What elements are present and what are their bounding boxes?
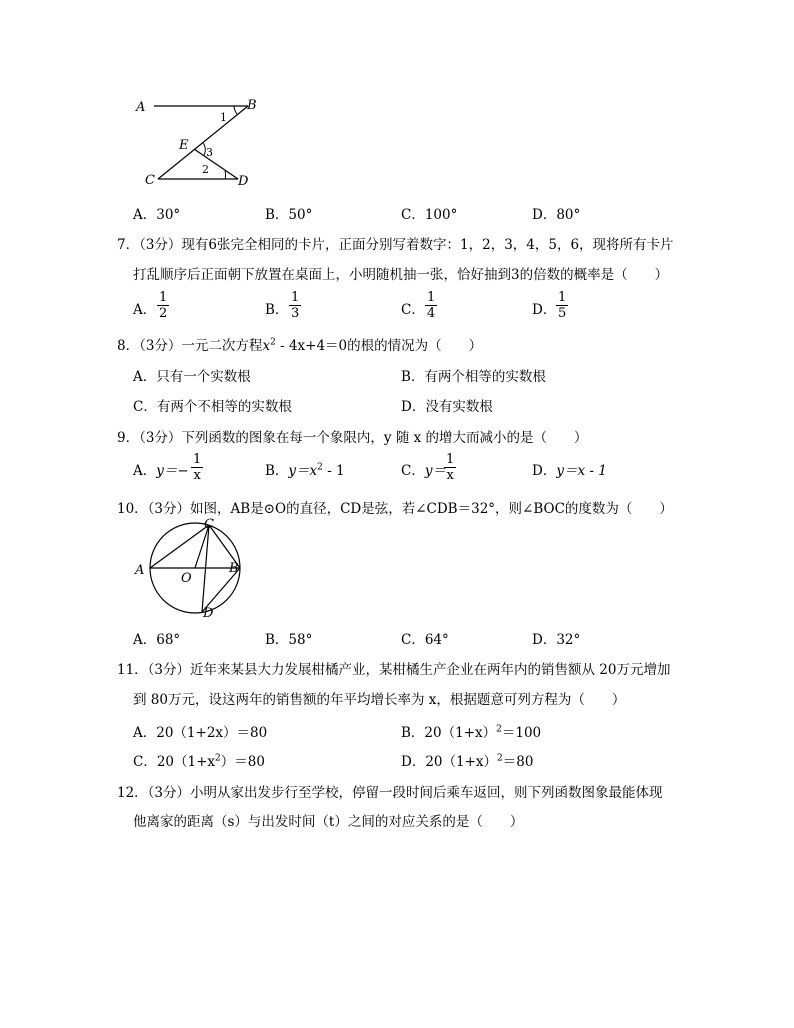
q7-option-d-fraction	[556, 290, 568, 321]
q10-stem: 10．（3分）如图，AB是⊙O的直径，CD是弦，若∠CDB＝32°，则∠BOC的度数为（ ）	[117, 501, 673, 517]
angle-3-arc	[203, 143, 205, 155]
q11-option-b-exponent: 2	[496, 724, 502, 735]
q11-option-d-pre: D．20（1+x）	[401, 754, 498, 770]
q6-option-a: A．30°	[133, 207, 181, 223]
q10-option-d: D．32°	[532, 632, 581, 648]
q7-option-b-fraction	[289, 290, 301, 321]
label-angle-3: 3	[206, 146, 213, 159]
circle-figure-q10	[130, 514, 250, 622]
q6-option-c: C．100°	[401, 207, 458, 223]
label-angle-1: 1	[220, 111, 227, 124]
q9-option-b-label: B．	[265, 463, 289, 479]
q11-option-c-pre: C．20（1+x	[133, 754, 216, 770]
denominator: 2	[159, 306, 168, 321]
numerator: 1	[159, 290, 168, 305]
q9-option-a	[133, 459, 189, 479]
q7-option-c-fraction	[425, 290, 437, 321]
chord-ac	[150, 525, 209, 568]
q8-eq-exponent: 2	[270, 337, 276, 348]
q8-stem	[117, 334, 482, 354]
q10-option-b: B．58°	[265, 632, 313, 648]
denominator: x	[446, 468, 454, 483]
q10-option-c: C．64°	[401, 632, 449, 648]
q11-line-1: 11．（3分）近年来某县大力发展柑橘产业，某柑橘生产企业在两年内的销售额从 20万元增加	[117, 662, 671, 678]
q9-option-d	[532, 459, 607, 479]
q11-option-a: A．20（1+2x）＝80	[133, 725, 268, 741]
label-angle-2: 2	[202, 163, 209, 176]
angle-figure-q6	[130, 92, 260, 192]
angle-2-arc	[225, 171, 226, 179]
q7-option-c-label: C．	[401, 302, 425, 318]
q9-option-a-fraction	[191, 452, 203, 483]
q11-line-2: 到 80万元，设这两年的销售额的年平均增长率为 x，根据题意可列方程为（ ）	[133, 692, 626, 708]
q9-option-c-label: C．	[401, 463, 425, 479]
numerator: 1	[558, 290, 567, 305]
q11-option-c-post: ）＝80	[220, 754, 265, 770]
q11-option-b	[401, 721, 541, 741]
q11-option-d-post: ＝80	[502, 754, 534, 770]
numerator: 1	[291, 290, 300, 305]
label-e: E	[179, 138, 189, 153]
q9-option-a-label: A．	[133, 463, 157, 479]
q8-option-b: B．有两个相等的实数根	[401, 369, 546, 385]
label-c: C	[204, 517, 214, 532]
q9-stem: 9．（3分）下列函数的图象在每一个象限内，y 随 x 的增大而减小的是（ ）	[117, 430, 588, 446]
q9-option-b	[265, 459, 345, 479]
numerator: 1	[446, 452, 455, 467]
angle-1-arc	[234, 106, 237, 114]
denominator: x	[193, 468, 201, 483]
numerator: 1	[193, 452, 202, 467]
label-o: O	[181, 571, 192, 586]
q10-option-a: A．68°	[133, 632, 181, 648]
q7-line-2: 打乱顺序后正面朝下放置在桌面上，小明随机抽一张，恰好抽到3的倍数的概率是（ ）	[133, 267, 669, 283]
q7-option-a-label: A．	[133, 302, 157, 318]
q8-option-a: A．只有一个实数根	[133, 369, 251, 385]
q6-option-d: D．80°	[532, 207, 581, 223]
q9-option-c-expr: y＝	[424, 463, 446, 479]
line-ed	[194, 149, 238, 179]
q11-option-d-exponent: 2	[497, 753, 503, 764]
q12-line-1: 12．（3分）小明从家出发步行至学校，停留一段时间后乘车返回，则下列函数图象最能体现	[117, 785, 663, 801]
q9-option-b-exponent: 2	[317, 462, 323, 473]
q11-option-b-post: ＝100	[501, 725, 542, 741]
q8-option-d: D．没有实数根	[401, 399, 493, 415]
q7-option-b-label: B．	[265, 302, 289, 318]
q11-option-d	[401, 750, 533, 770]
q9-option-a-expr: y＝−	[156, 463, 189, 479]
q7-line-1: 7．（3分）现有6张完全相同的卡片，正面分别写着数字：1，2，3，4，5，6，现将所有卡片	[117, 237, 674, 253]
label-b: B	[247, 98, 257, 113]
q8-eq-x: x	[262, 338, 271, 354]
label-b: B	[229, 561, 239, 576]
label-d: D	[203, 606, 214, 621]
q6-option-b: B．50°	[265, 207, 313, 223]
denominator: 4	[427, 306, 436, 321]
q7-option-d-label: D．	[532, 302, 557, 318]
q9-option-c	[401, 459, 446, 479]
q9-option-b-rest: - 1	[322, 463, 345, 479]
q9-option-d-label: D．	[532, 463, 557, 479]
q8-eq-rest: - 4x+4＝0的根的情况为（ ）	[275, 338, 483, 354]
q9-option-c-fraction	[444, 452, 456, 483]
q11-option-c	[133, 750, 265, 770]
q11-option-b-pre: B．20（1+x）	[401, 725, 497, 741]
q8-prefix: 8．（3分）一元二次方程	[117, 338, 263, 354]
label-a: A	[135, 563, 145, 578]
q7-option-a-fraction	[157, 290, 169, 321]
label-a: A	[136, 100, 146, 115]
numerator: 1	[427, 290, 436, 305]
q9-option-d-expr: y＝x - 1	[556, 463, 607, 479]
label-d: D	[238, 174, 249, 189]
denominator: 3	[291, 306, 300, 321]
q8-option-c: C．有两个不相等的实数根	[133, 399, 292, 415]
q12-line-2: 他离家的距离（s）与出发时间（t）之间的对应关系的是（ ）	[133, 814, 524, 830]
label-c: C	[145, 173, 155, 188]
denominator: 5	[558, 306, 567, 321]
q11-option-c-exponent: 2	[215, 753, 221, 764]
q9-option-b-expr: y＝x	[288, 463, 318, 479]
